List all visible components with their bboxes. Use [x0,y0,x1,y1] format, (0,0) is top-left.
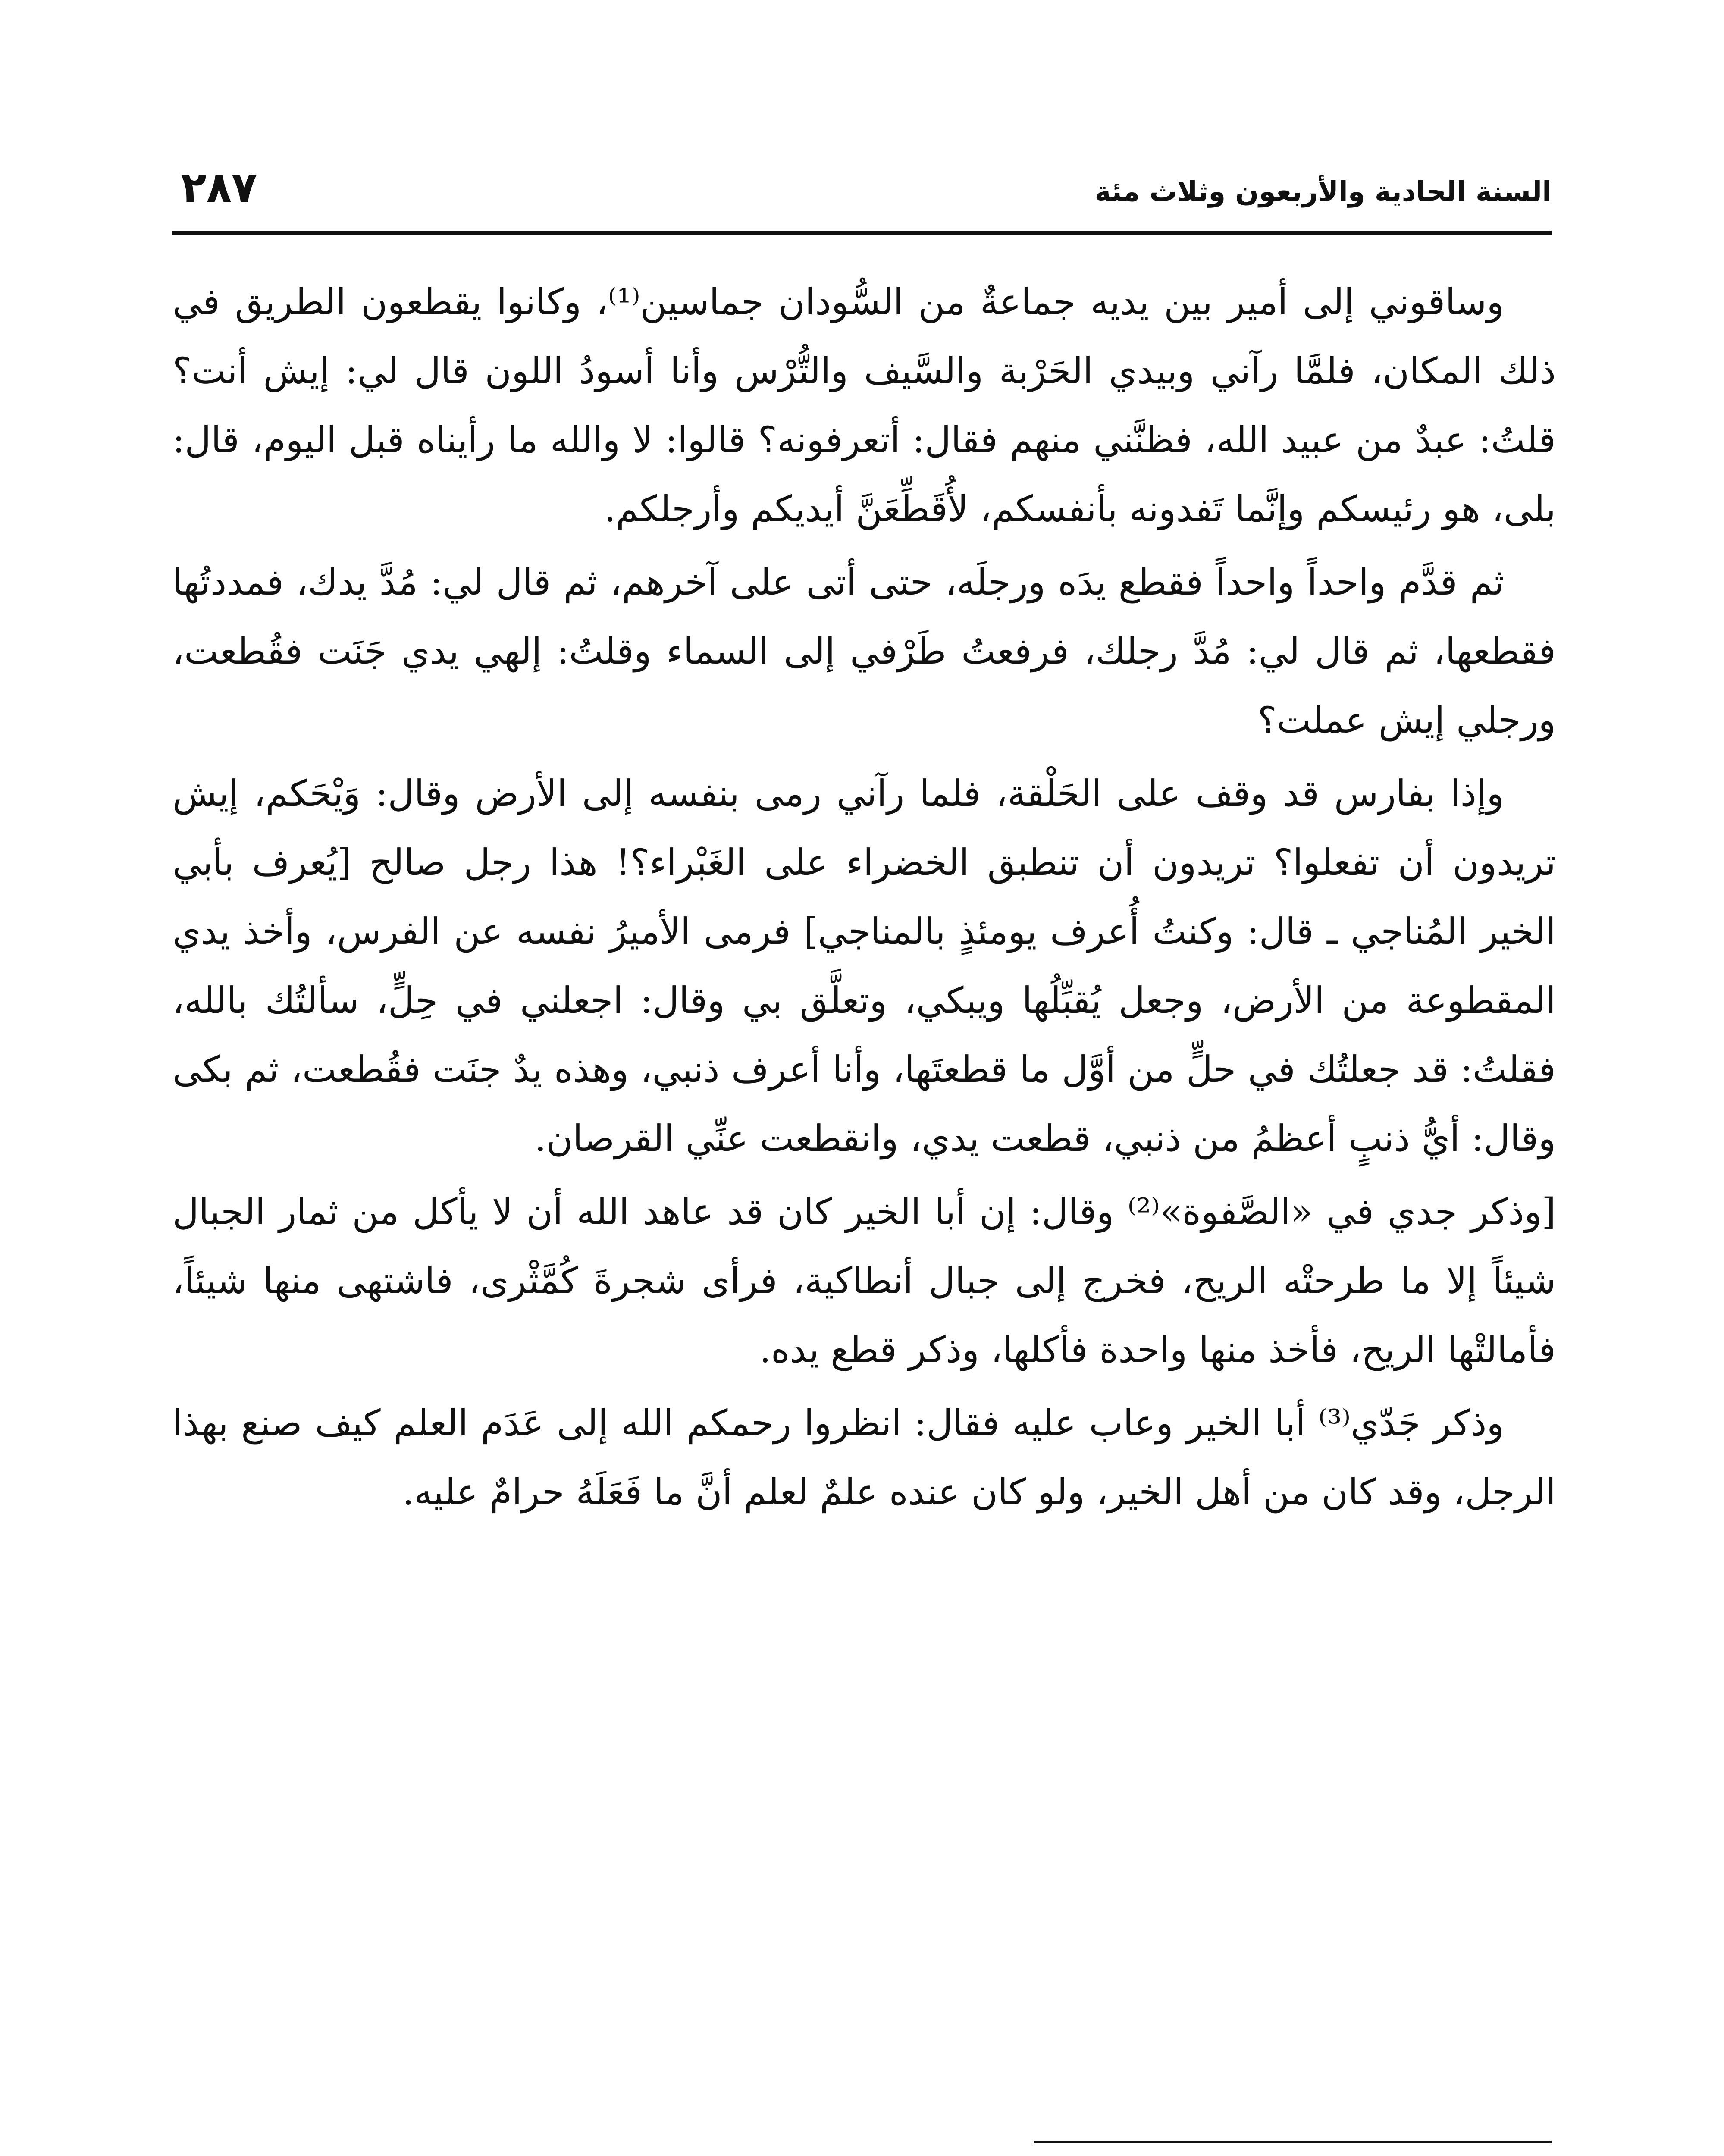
header-divider [172,231,1552,235]
paragraph: وإذا بفارس قد وقف على الحَلْقة، فلما رآني رمى بنفسه إلى الأرض وقال: وَيْحَكم، إيش تريدون أن تفعلوا؟ تريدون أن تنطبق الخضراء على الغَبْراء؟! هذا رجل صالح [يُعرف بأبي الخير المُناجي ـ قال: وكنتُ أُعرف يومئذٍ بالمناجي] فرمى الأميرُ نفسه عن الفرس، وأخذ يدي المقطوعة من الأرض، وجعل يُقبِّلُها ويبكي، وتعلَّق بي وقال: اجعلني في حِلٍّ، سألتُك بالله، فقلتُ: قد جعلتُك في حلٍّ من أوَّل ما قطعتَها، وأنا أعرف ذنبي، وهذه يدٌ جنَت فقُطعت، ثم بكى وقال: أيُّ ذنبٍ أعظمُ من ذنبي، قطعت يدي، وانقطعت عنِّي القرصان. [172,772,1556,1159]
running-header [172,155,1552,224]
paragraph: وذكر جَدّي⁽³⁾ أبا الخير وعاب عليه فقال: انظروا رحمكم الله إلى عَدَم العلم كيف صنع بهذا الرجل، وقد كان من أهل الخير، ولو كان عنده علمٌ لعلم أنَّ ما فَعَلَهُ حرامٌ عليه. [172,1402,1556,1513]
paragraph: ثم قدَّم واحداً واحداً فقطع يدَه ورجلَه، حتى أتى على آخرهم، ثم قال لي: مُدَّ يدك، فمددتُها فقطعها، ثم قال لي: مُدَّ رجلك، فرفعتُ طَرْفي إلى السماء وقلتُ: إلهي يدي جَنَت فقُطعت، ورجلي إيش عملت؟ [172,561,1556,741]
footnote-divider [1034,2141,1552,2143]
page-number: ٢٨٧ [181,163,257,212]
main-text [172,267,1556,1531]
paragraph: وساقوني إلى أمير بين يديه جماعةٌ من السُّودان جماسين⁽¹⁾، وكانوا يقطعون الطريق في ذلك المكان، فلمَّا رآني وبيدي الحَرْبة والسَّيف والتُّرْس وأنا أسودُ اللون قال لي: إيش أنت؟ قلتُ: عبدٌ من عبيد الله، فظنَّني منهم فقال: أتعرفونه؟ قالوا: لا والله ما رأيناه قبل اليوم، قال: بلى، هو رئيسكم وإنَّما تَفدونه بأنفسكم، لأُقَطِّعَنَّ أيديكم وأرجلكم. [172,281,1556,530]
paragraph: [وذكر جدي في «الصَّفوة»⁽²⁾ وقال: إن أبا الخير كان قد عاهد الله أن لا يأكل من ثمار الجبال شيئاً إلا ما طرحتْه الريح، فخرج إلى جبال أنطاكية، فرأى شجرةَ كُمَّثْرى، فاشتهى منها شيئاً، فأمالتْها الريح، فأخذ منها واحدة فأكلها، وذكر قطع يده. [172,1191,1556,1371]
running-title: السنة الحادية والأربعون وثلاث مئة [1094,176,1552,208]
